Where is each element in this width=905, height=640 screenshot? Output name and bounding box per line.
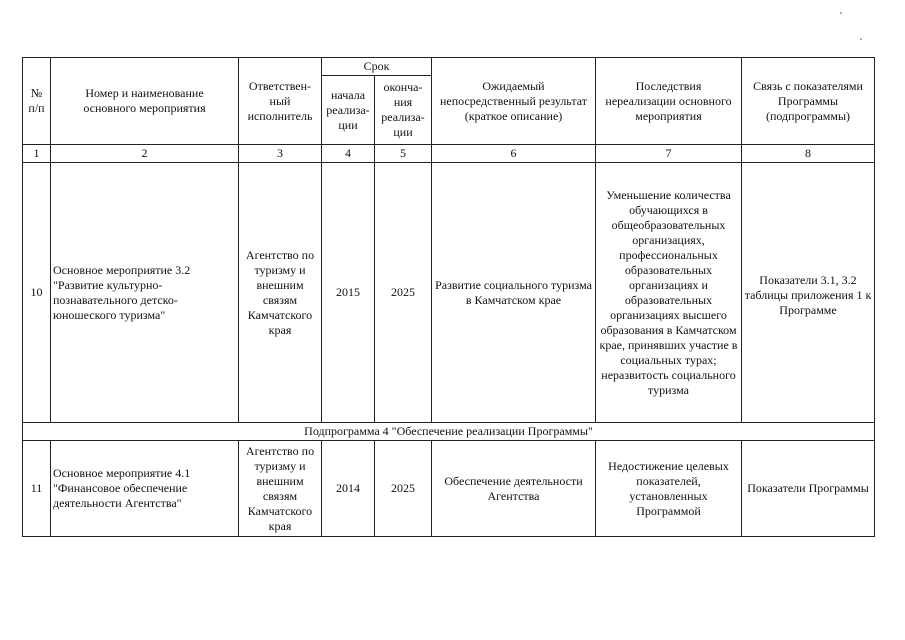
column-number: 3 [239,145,322,163]
row-executor: Агентство по туризму и внешним связям Камчатского края [239,163,322,423]
column-number: 7 [596,145,742,163]
header-result: Ожидаемый непосредственный результат (краткое описание) [432,58,596,145]
column-number: 2 [51,145,239,163]
row-link: Показатели 3.1, 3.2 таблицы приложения 1 к Программе [742,163,875,423]
row-num: 10 [23,163,51,423]
column-number: 5 [375,145,432,163]
table-row [23,441,875,537]
header-row-1 [23,58,875,76]
row-start: 2014 [322,441,375,537]
row-name: Основное мероприятие 3.2 "Развитие культурно-познавательного детско-юношеского туризма" [51,163,239,423]
header-start: начала реализа- ции [322,76,375,145]
subprogram-row [23,423,875,441]
header-link: Связь с показателями Программы (подпрограммы) [742,58,875,145]
header-consequences: Последствия нереализации основного мероприятия [596,58,742,145]
scan-speck [840,12,842,14]
subprogram-title: Подпрограмма 4 "Обеспечение реализации Программы" [23,423,875,441]
row-result: Обеспечение деятельности Агентства [432,441,596,537]
header-end: оконча- ния реализа- ции [375,76,432,145]
header-executor: Ответствен- ный исполнитель [239,58,322,145]
row-executor: Агентство по туризму и внешним связям Камчатского края [239,441,322,537]
measures-table [22,57,875,537]
scan-speck [860,38,862,40]
column-number: 4 [322,145,375,163]
row-num: 11 [23,441,51,537]
row-end: 2025 [375,163,432,423]
row-consequences: Недостижение целевых показателей, установленных Программой [596,441,742,537]
column-number: 8 [742,145,875,163]
row-start: 2015 [322,163,375,423]
table-row [23,163,875,423]
row-consequences: Уменьшение количества обучающихся в общеобразовательных организациях, профессиональных образовательных организациях и образовательных организациях высшего образования в Камчатском крае, принявших участие в социальных турах; неразвитость социального туризма [596,163,742,423]
column-number: 1 [23,145,51,163]
header-srok: Срок [322,58,432,76]
header-name: Номер и наименование основного мероприятия [51,58,239,145]
column-number-row [23,145,875,163]
row-link: Показатели Программы [742,441,875,537]
header-num: № п/п [23,58,51,145]
row-end: 2025 [375,441,432,537]
row-result: Развитие социального туризма в Камчатском крае [432,163,596,423]
column-number: 6 [432,145,596,163]
row-name: Основное мероприятие 4.1 "Финансовое обеспечение деятельности Агентства" [51,441,239,537]
